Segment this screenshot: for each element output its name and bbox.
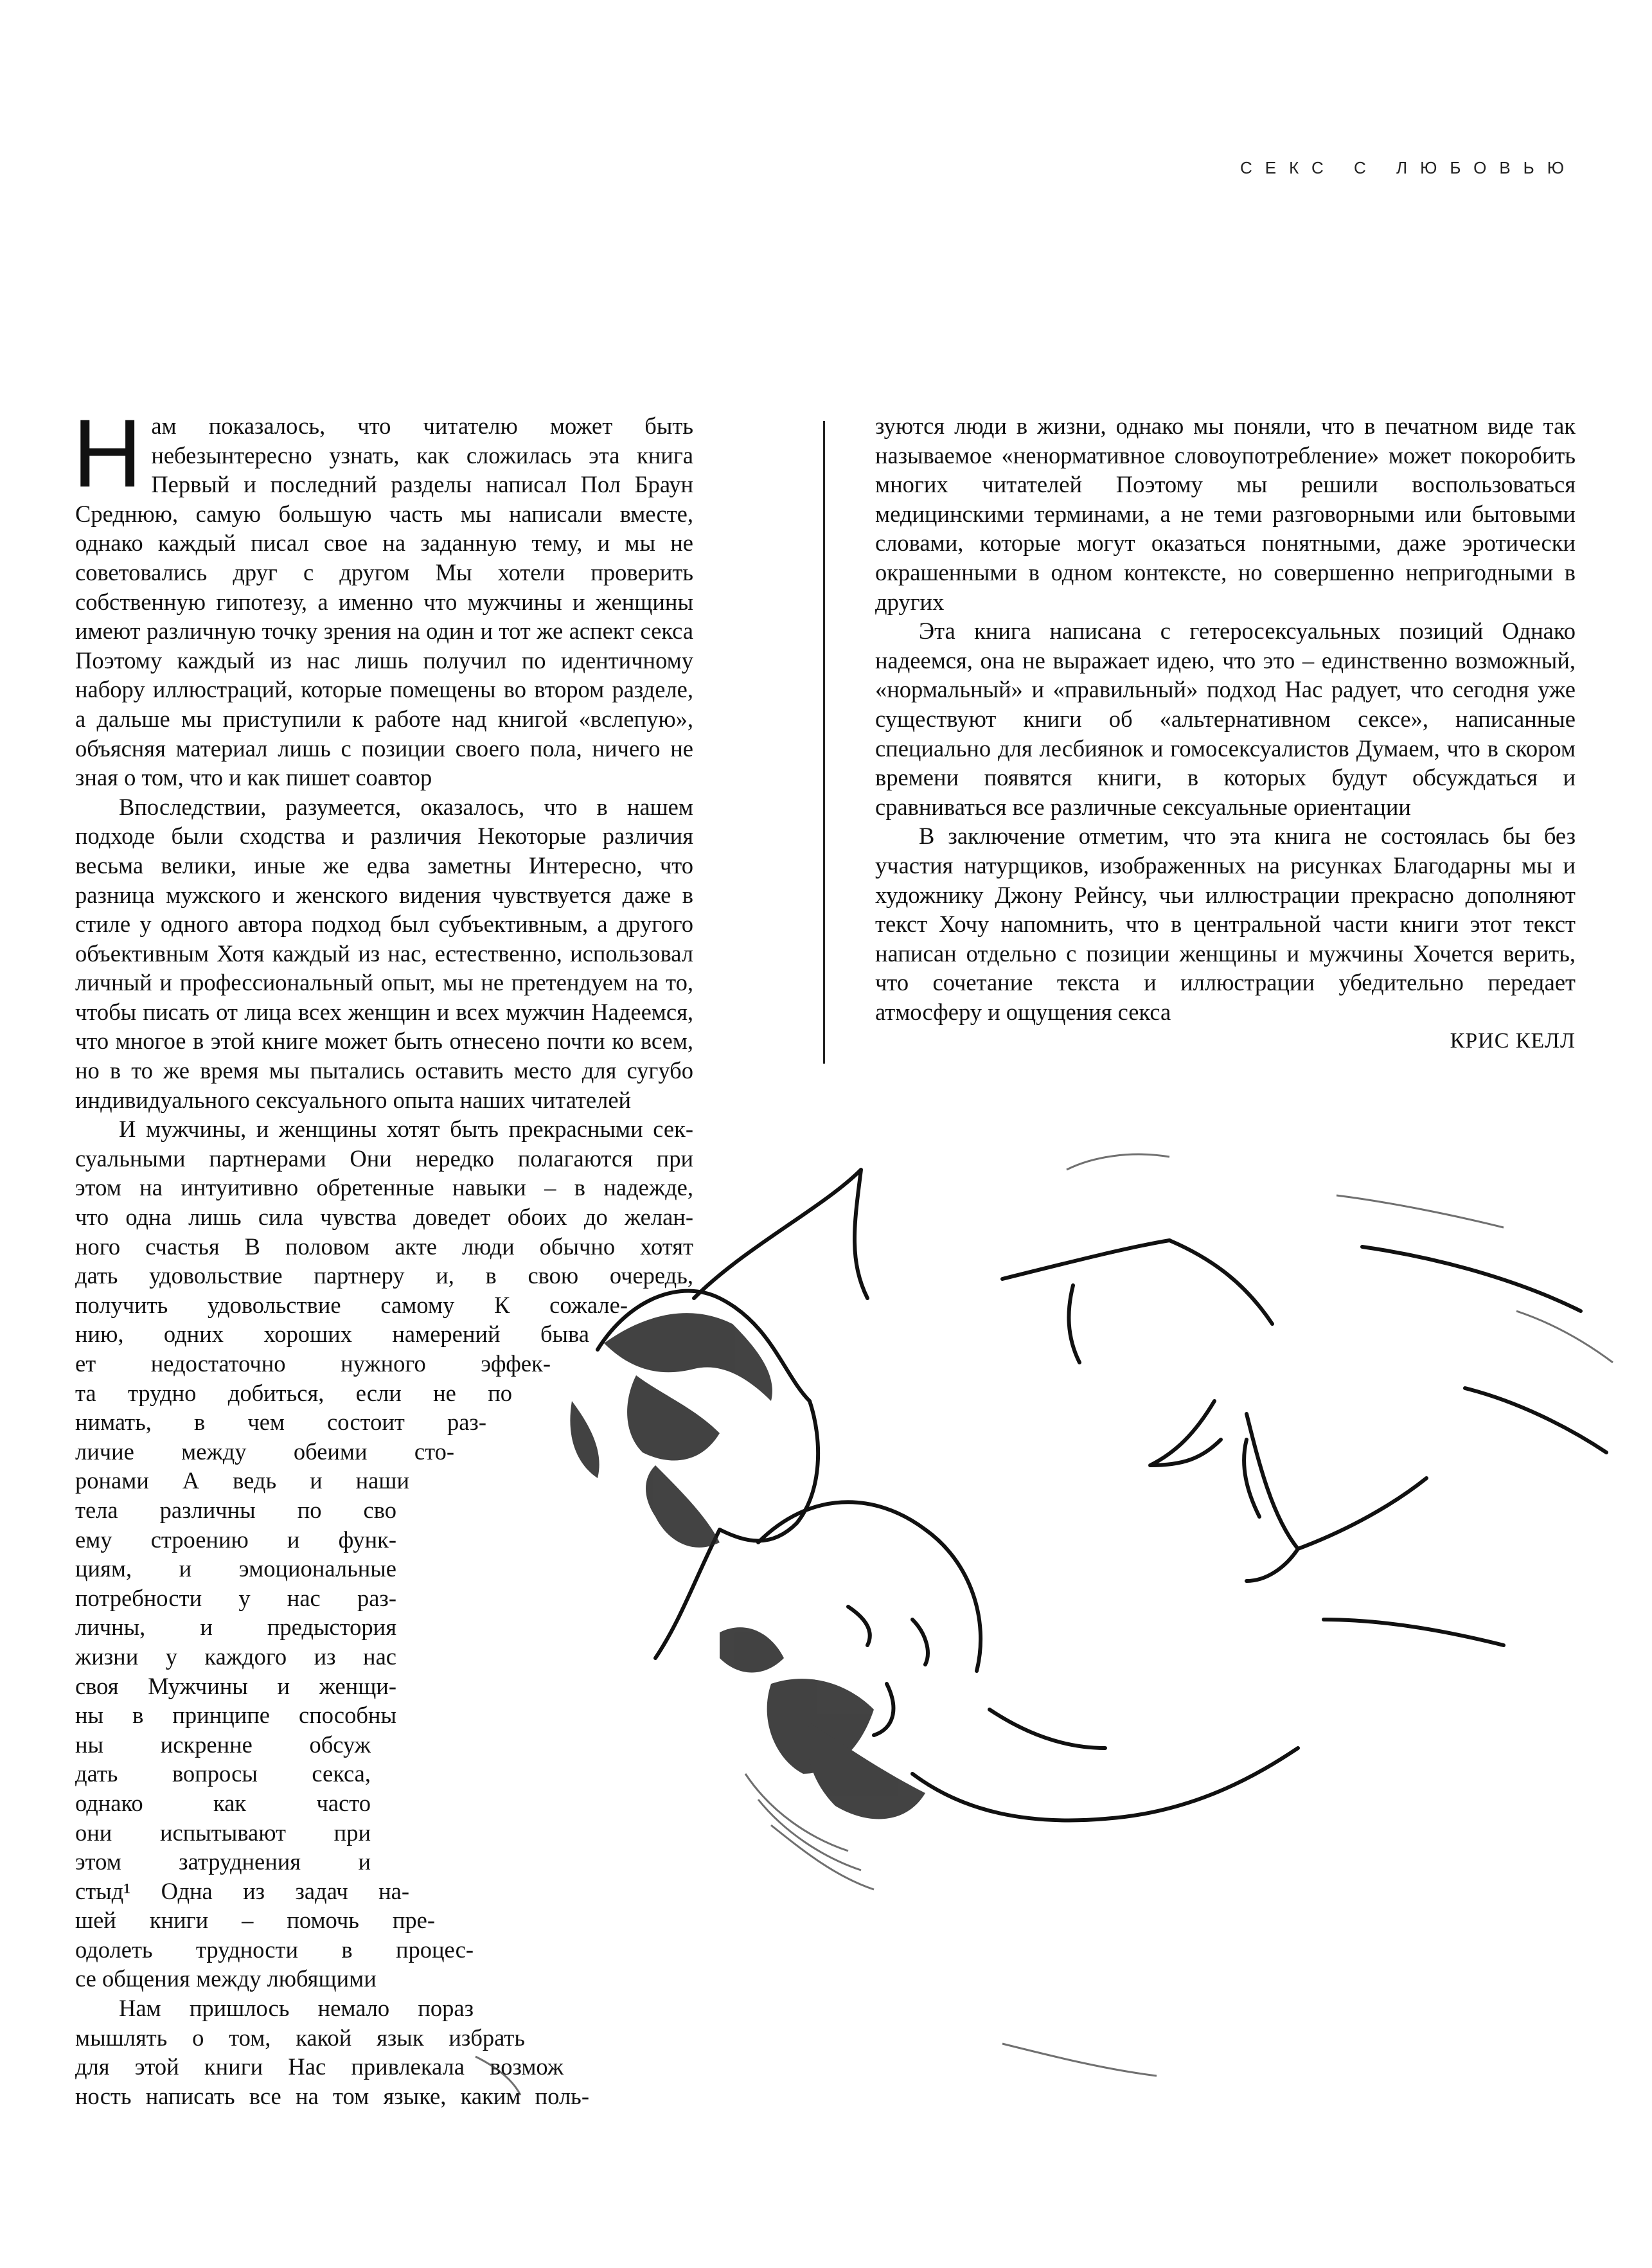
- right-paragraph-3: В заключение отметим, что эта книга не состоялась бы без участия натурщиков, изображенных на рисунках Благодарны мы и художнику Джону Рейнсу, чьи иллюстрации прекрасно дополняют текст Хочу напомнить, что в центральной части книги этот текст написан отдельно с позиции женщины и мужчины Хочется верить, что сочетание текста и иллюстрации убедительно передает атмосферу и ощущения секса: [875, 823, 1576, 1025]
- text-line: этом затруднения и: [75, 1848, 371, 1875]
- text-line: ность написать все на том языке, каким поль-: [75, 2082, 589, 2109]
- text-line: мышлять о том, какой язык избрать: [75, 2024, 525, 2051]
- text-line: одолеть трудности в процес-: [75, 1936, 474, 1963]
- text-line: стыд¹ Одна из задач на-: [75, 1877, 409, 1904]
- text-line: нию, одних хороших намерений быва: [75, 1321, 589, 1348]
- text-line: циям, и эмоциональные: [75, 1555, 396, 1582]
- text-line: они испытывают при: [75, 1819, 371, 1846]
- text-line: суальными партнерами Они нередко полагаются при: [75, 1145, 693, 1172]
- text-line: получить удовольствие самому К сожале-: [75, 1291, 628, 1318]
- right-column: [875, 411, 1576, 1056]
- couple-illustration: [360, 1131, 1652, 2134]
- text-line: шей книги – помочь пре-: [75, 1907, 435, 1934]
- text-line: ного счастья В половом акте люди обычно хотят: [75, 1233, 693, 1260]
- text-line: дать удовольствие партнеру и, в свою очередь,: [75, 1262, 693, 1289]
- text-line: однако как часто: [75, 1789, 371, 1816]
- text-line: ны искренне обсуж: [75, 1731, 371, 1758]
- text-line: тела различны по сво: [75, 1496, 396, 1523]
- text-line: жизни у каждого из нас: [75, 1643, 396, 1670]
- text-line: И мужчины, и женщины хотят быть прекрасными сек-: [119, 1116, 693, 1143]
- text-line: личны, и предыстория: [75, 1614, 396, 1641]
- text-line: се общения между любящими: [75, 1965, 377, 1992]
- text-line: для этой книги Нас привлекала возмож: [75, 2053, 564, 2080]
- right-paragraph-2: Эта книга написана с гетеросексуальных позиций Однако надеемся, она не выражает идею, что это – единственно возможный, «нормальный» и «правильный» подход Нас радует, что сегодня уже существуют книги об «альтернативном сексе», написанные специально для лесбиянок и гомосексуалистов Думаем, что в скором времени появятся книги, в которых будут обсуждаться и сравниваться все различные сексуальные ориентации: [875, 618, 1576, 820]
- author-signature: КРИС КЕЛЛ: [1450, 1029, 1576, 1053]
- column-divider: [823, 421, 825, 1064]
- text-line: потребности у нас раз-: [75, 1584, 396, 1611]
- text-line: ему строению и функ-: [75, 1526, 396, 1553]
- text-line: ет недостаточно нужного эффек-: [75, 1350, 551, 1377]
- drop-cap: Н: [73, 399, 143, 507]
- text-line: что одна лишь сила чувства доведет обоих до желан-: [75, 1204, 693, 1231]
- text-line: этом на интуитивно обретенные навыки – в надежде,: [75, 1174, 693, 1201]
- text-line: личие между обеими сто-: [75, 1438, 454, 1465]
- text-line: нимать, в чем состоит раз-: [75, 1409, 486, 1436]
- running-head: СЕКС С ЛЮБОВЬЮ: [1240, 158, 1577, 177]
- text-line: своя Мужчины и женщи-: [75, 1672, 396, 1699]
- text-line: ронами А ведь и наши: [75, 1467, 409, 1494]
- intro-paragraph: Нам показалось, что читателю может быть небезынтересно узнать, как сложилась эта книга Первый и последний разделы написал Пол Браун Среднюю, самую большую часть мы написали вместе, однако каждый писал свое на заданную тему, и мы не советовались друг с другом Мы хотели проверить собственную гипотезу, а именно что мужчины и женщины имеют различную точку зрения на один и тот же аспект секса Поэтому каждый из нас лишь получил по идентичному набору иллюстраций, которые помещены во втором разделе, а дальше мы приступили к работе над книгой «вслепую», объясняя материал лишь с позиции своего пола, ничего не зная о том, что и как пишет соавтор: [73, 399, 693, 791]
- text-line: ны в принципе способны: [75, 1702, 396, 1729]
- text-line: Нам пришлось немало пораз: [119, 1995, 474, 2022]
- text-line: та трудно добиться, если не по: [75, 1379, 512, 1406]
- text-line: дать вопросы секса,: [75, 1760, 371, 1787]
- paragraph-2: Впоследствии, разумеется, оказалось, что в нашем подходе были сходства и различия Некоторые различия весьма велики, иные же едва заметны Интересно, что разница мужского и женского видения чувствуется даже в стиле у одного автора подход был субъективным, а другого объективным Хотя каждый из нас, естественно, использовал личный и профессиональный опыт, мы не претендуем на то, чтобы писать от лица всех женщин и всех мужчин Надеемся, что многое в этой книге может быть отнесено почти ко всем, но в то же время мы пытались оставить место для сугубо индивидуального сексуального опыта наших читателей: [75, 793, 693, 1113]
- right-paragraph-1: зуются люди в жизни, однако мы поняли, что в печатном виде так называемое «ненормативное словоупотребление» может покоробить многих читателей Поэтому мы решили воспользоваться медицинскими терминами, а не теми разговорными или бытовыми словами, которые могут оказаться понятными, даже эротически окрашенными в одном контексте, но совершенно непригодными в других: [875, 413, 1576, 615]
